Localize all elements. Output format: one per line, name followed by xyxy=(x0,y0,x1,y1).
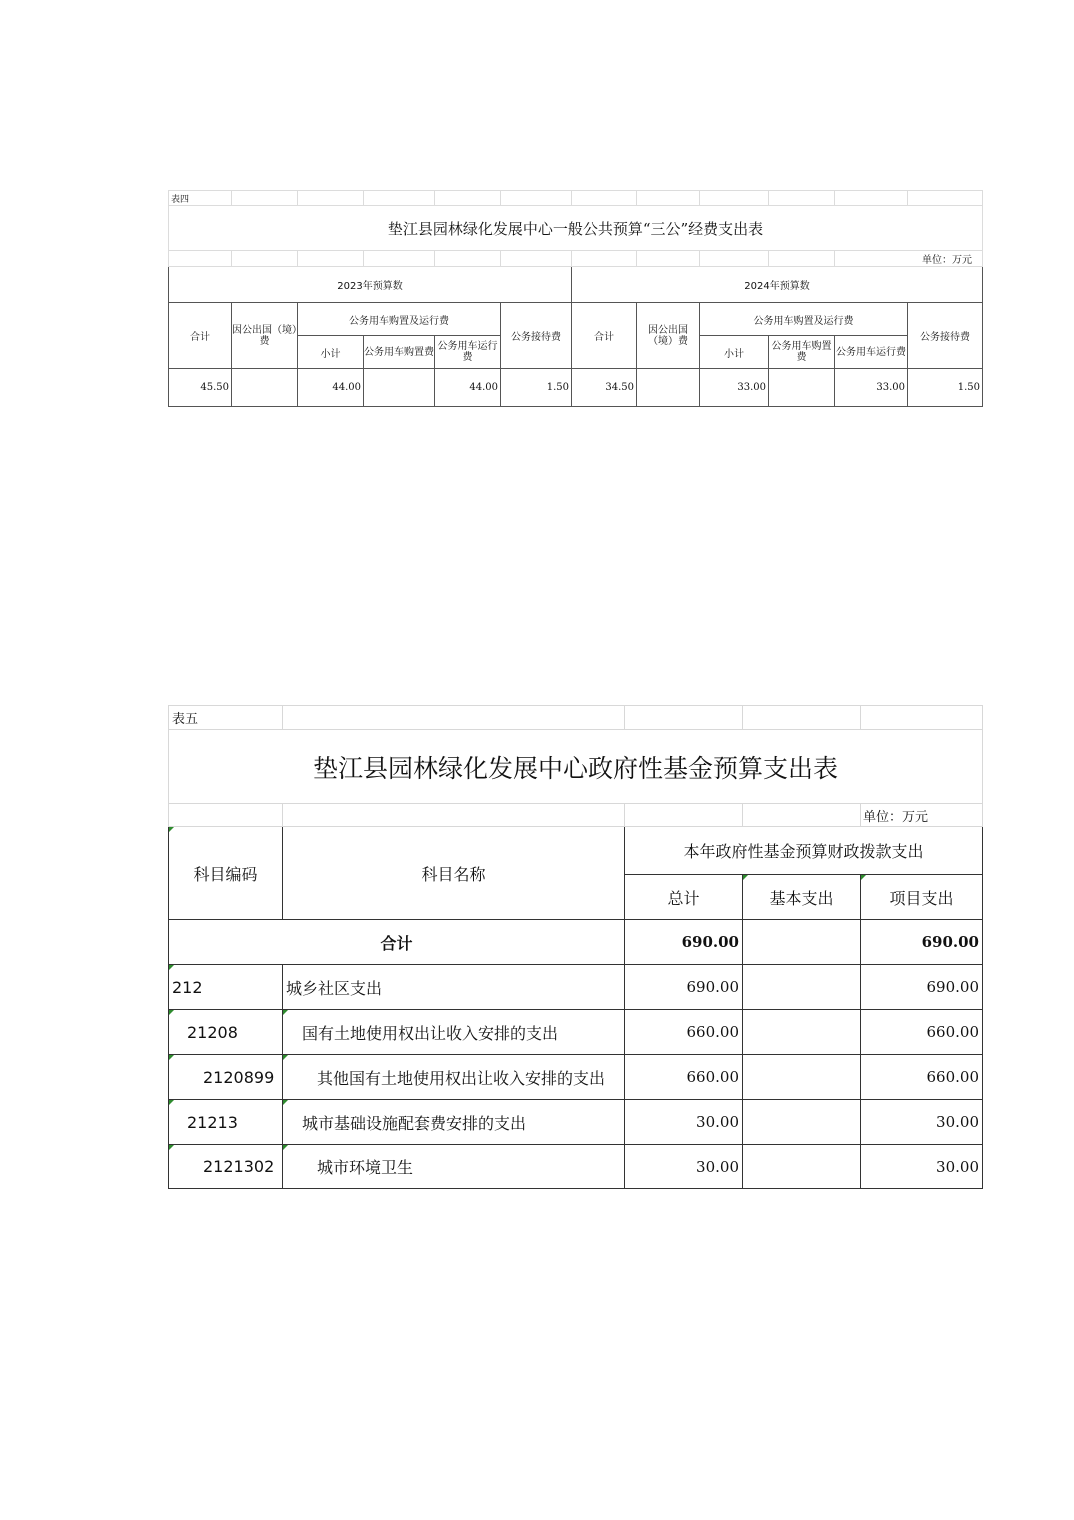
table-row xyxy=(169,965,983,1010)
header-2023-vehicle-group: 公务用车购置及运行费 xyxy=(298,303,501,336)
header-2023-vehicle-run: 公务用车运行费 xyxy=(435,336,501,369)
row-total: 660.00 xyxy=(625,1055,743,1100)
value-2024-vehicle-purchase xyxy=(769,369,835,407)
table-5-unit: 单位：万元 xyxy=(861,804,983,827)
year-2023-header: 2023年预算数 xyxy=(169,267,572,303)
table-row xyxy=(169,1055,983,1100)
row-project: 660.00 xyxy=(861,1010,983,1055)
year-2024-header: 2024年预算数 xyxy=(572,267,983,303)
row-project: 690.00 xyxy=(861,965,983,1010)
row-code: 21213 xyxy=(169,1100,283,1145)
table-4-title: 垫江县园林绿化发展中心一般公共预算“三公”经费支出表 xyxy=(169,206,983,251)
row-total: 30.00 xyxy=(625,1145,743,1189)
value-2023-overseas xyxy=(232,369,298,407)
row-project: 660.00 xyxy=(861,1055,983,1100)
row-project: 30.00 xyxy=(861,1145,983,1189)
row-basic xyxy=(743,965,861,1010)
table-5-government-fund-expenditure xyxy=(168,705,983,1189)
table-5-title: 垫江县园林绿化发展中心政府性基金预算支出表 xyxy=(169,730,983,804)
value-2024-subtotal: 33.00 xyxy=(700,369,769,407)
sum-row-label: 合计 xyxy=(169,920,625,965)
header-2024-vehicle-run: 公务用车运行费 xyxy=(835,336,908,369)
row-basic xyxy=(743,1100,861,1145)
row-code: 21208 xyxy=(169,1010,283,1055)
sum-row-project: 690.00 xyxy=(861,920,983,965)
row-name: 国有土地使用权出让收入安排的支出 xyxy=(283,1010,625,1055)
header-2023-subtotal: 小计 xyxy=(298,336,364,369)
table-row xyxy=(169,1145,983,1189)
table-4-unit: 单位：万元 xyxy=(835,251,983,267)
row-code: 2120899 xyxy=(169,1055,283,1100)
row-code: 2121302 xyxy=(169,1145,283,1189)
table-4-three-public-expenses xyxy=(168,190,983,407)
row-total: 690.00 xyxy=(625,965,743,1010)
header-2023-overseas: 因公出国（境）费 xyxy=(232,303,298,369)
row-project: 30.00 xyxy=(861,1100,983,1145)
table-4-label: 表四 xyxy=(169,191,232,206)
value-2024-vehicle-run: 33.00 xyxy=(835,369,908,407)
table-5-label: 表五 xyxy=(169,706,283,730)
row-total: 660.00 xyxy=(625,1010,743,1055)
header-fund-group: 本年政府性基金预算财政拨款支出 xyxy=(625,827,983,875)
header-2024-subtotal: 小计 xyxy=(700,336,769,369)
header-2023-reception: 公务接待费 xyxy=(501,303,572,369)
header-2023-total: 合计 xyxy=(169,303,232,369)
row-total: 30.00 xyxy=(625,1100,743,1145)
row-name: 城乡社区支出 xyxy=(283,965,625,1010)
value-2024-overseas xyxy=(637,369,700,407)
row-name: 城市基础设施配套费安排的支出 xyxy=(283,1100,625,1145)
table-row xyxy=(169,1100,983,1145)
header-2024-total: 合计 xyxy=(572,303,637,369)
row-name: 城市环境卫生 xyxy=(283,1145,625,1189)
sum-row-basic xyxy=(743,920,861,965)
header-2024-reception: 公务接待费 xyxy=(908,303,983,369)
header-2024-vehicle-purchase: 公务用车购置费 xyxy=(769,336,835,369)
value-2023-total: 45.50 xyxy=(169,369,232,407)
value-2023-vehicle-purchase xyxy=(364,369,435,407)
header-2024-overseas: 因公出国（境）费 xyxy=(637,303,700,369)
header-2023-vehicle-purchase: 公务用车购置费 xyxy=(364,336,435,369)
value-2024-reception: 1.50 xyxy=(908,369,983,407)
header-2024-vehicle-group: 公务用车购置及运行费 xyxy=(700,303,908,336)
row-basic xyxy=(743,1145,861,1189)
header-basic: 基本支出 xyxy=(743,875,861,920)
value-2023-reception: 1.50 xyxy=(501,369,572,407)
row-basic xyxy=(743,1010,861,1055)
header-subject-code: 科目编码 xyxy=(169,827,283,920)
header-total: 总计 xyxy=(625,875,743,920)
row-code: 212 xyxy=(169,965,283,1010)
row-name: 其他国有土地使用权出让收入安排的支出 xyxy=(283,1055,625,1100)
row-basic xyxy=(743,1055,861,1100)
table-row xyxy=(169,1010,983,1055)
value-2023-subtotal: 44.00 xyxy=(298,369,364,407)
value-2024-total: 34.50 xyxy=(572,369,637,407)
header-subject-name: 科目名称 xyxy=(283,827,625,920)
header-project: 项目支出 xyxy=(861,875,983,920)
value-2023-vehicle-run: 44.00 xyxy=(435,369,501,407)
sum-row-total: 690.00 xyxy=(625,920,743,965)
